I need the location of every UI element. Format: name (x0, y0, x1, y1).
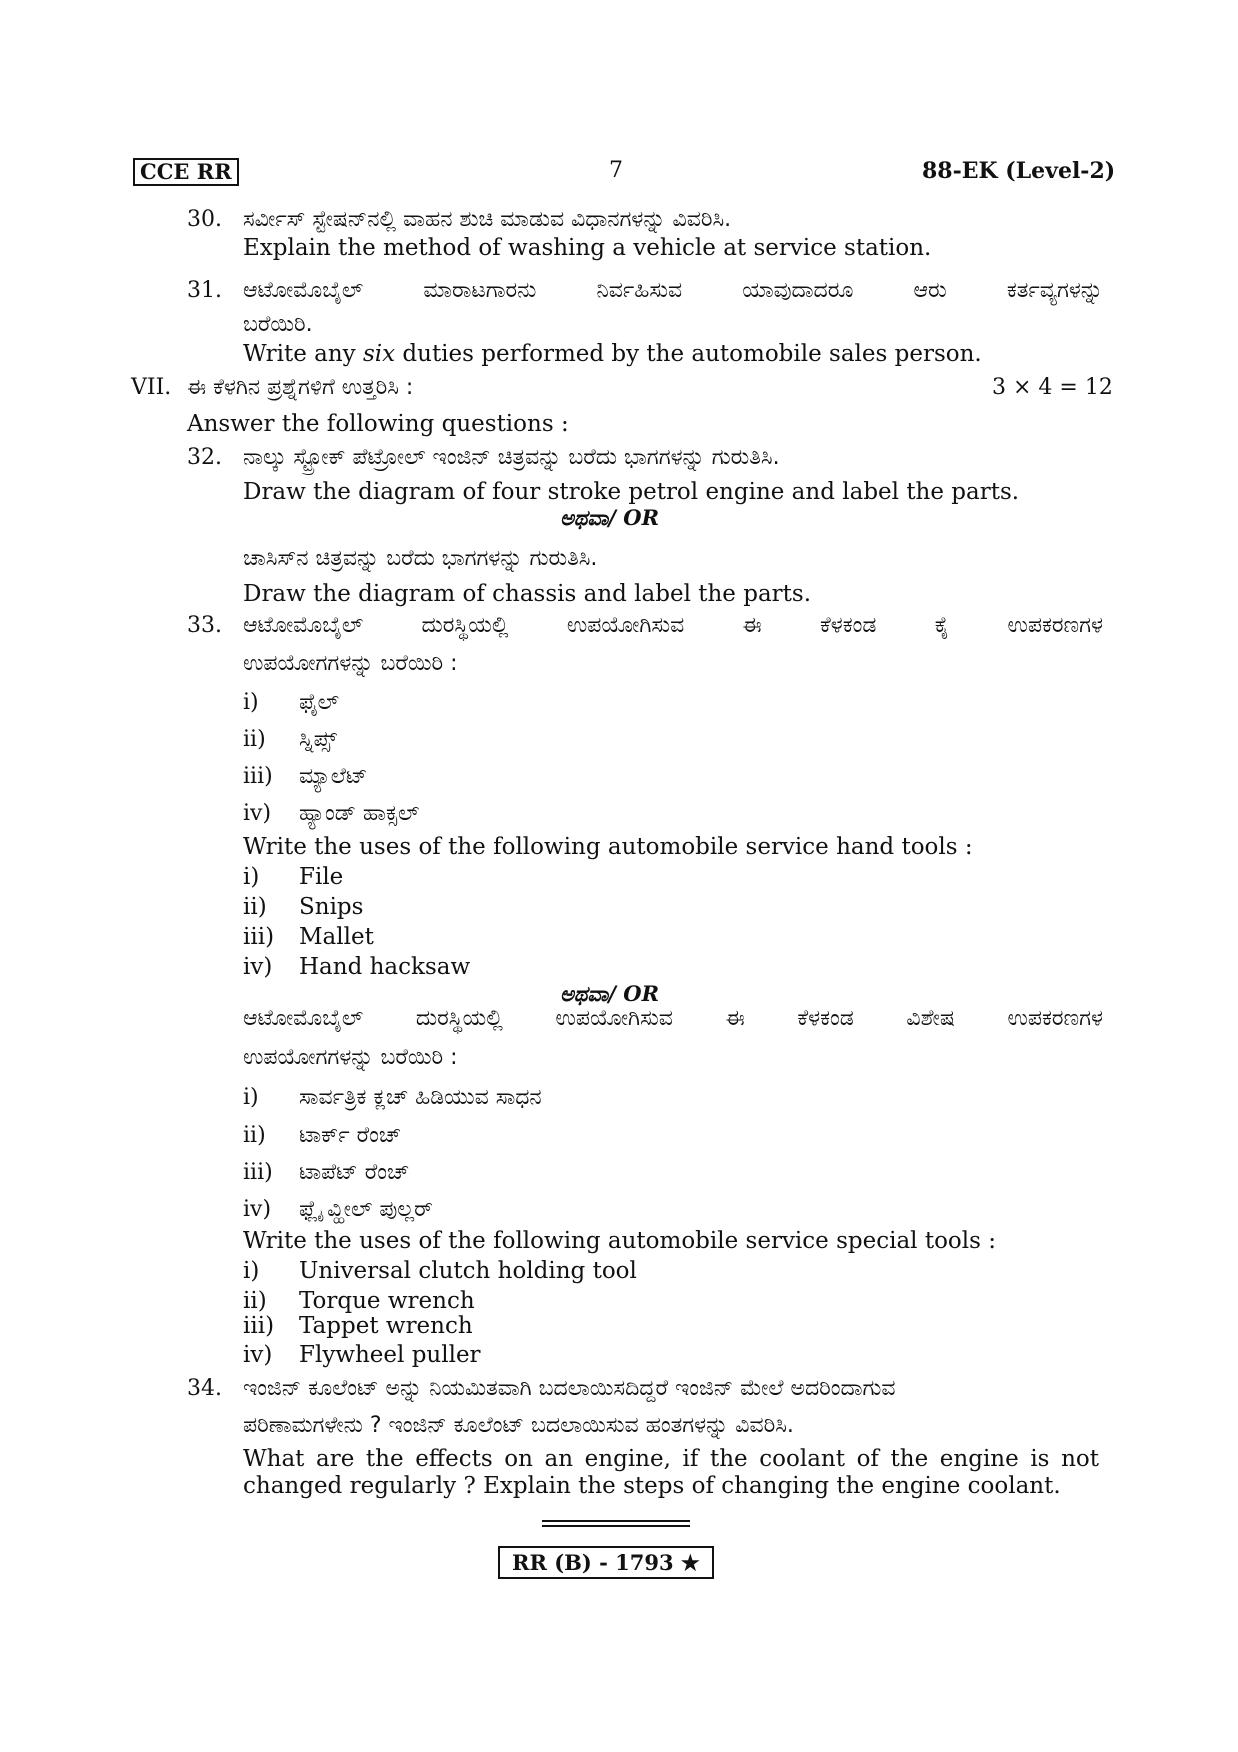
q33-alt-kn-item-num: i) (243, 1085, 259, 1110)
q33-kn-item-num: iv) (243, 801, 272, 826)
q33-kn-item: ಮ್ಯಾಲೆಟ್ (299, 764, 368, 789)
q30-number: 30. (187, 207, 222, 232)
q33-alt-en-item: Tappet wrench (299, 1313, 473, 1339)
q33-or-label: ಅಥವಾ/ OR (560, 981, 660, 1006)
page-number: 7 (609, 158, 623, 183)
q33-alt-kn-item-num: iii) (243, 1160, 273, 1185)
q33-alt-kn-item: ಟಾರ್ಕ್ ರೆಂಚ್ (299, 1123, 402, 1148)
q33-alt-en-item-num: iv) (243, 1342, 273, 1368)
q33-kannada-line1: ಆಟೋಮೊಬೈಲ್ ದುರಸ್ಥಿಯಲ್ಲಿ ಉಪಯೋಗಿಸುವ ಈ ಕೆಳಕಂಡ ಕೈ ಉಪಕರಣಗಳ (243, 613, 1103, 638)
q33-alt-en-item: Universal clutch holding tool (299, 1258, 637, 1284)
q33-alt-kannada-line1: ಆಟೋಮೊಬೈಲ್ ದುರಸ್ಥಿಯಲ್ಲಿ ಉಪಯೋಗಿಸುವ ಈ ಕೆಳಕಂಡ ವಿಶೇಷ ಉಪಕರಣಗಳ (243, 1006, 1103, 1031)
q33-en-item-num: iv) (243, 954, 273, 980)
section-english: Answer the following questions : (187, 411, 569, 437)
q32-alt-kannada: ಚಾಸಿಸ್‌ನ ಚಿತ್ರವನ್ನು ಬರೆದು ಭಾಗಗಳನ್ನು ಗುರುತಿಸಿ. (243, 546, 598, 571)
q31-english: Write any six duties performed by the automobile sales person. (243, 341, 982, 367)
end-rule-bottom (542, 1525, 690, 1527)
section-kannada: ಈ ಕೆಳಗಿನ ಪ್ರಶ್ನೆಗಳಿಗೆ ಉತ್ತರಿಸಿ : (187, 375, 414, 400)
q33-alt-en-item: Flywheel puller (299, 1342, 481, 1368)
q33-alt-en-item-num: i) (243, 1258, 260, 1284)
q33-alt-kannada-line2: ಉಪಯೋಗಗಳನ್ನು ಬರೆಯಿರಿ : (243, 1045, 458, 1070)
q33-kannada-line2: ಉಪಯೋಗಗಳನ್ನು ಬರೆಯಿರಿ : (243, 651, 458, 676)
q33-alt-en-item: Torque wrench (299, 1288, 475, 1314)
q33-en-item: Mallet (299, 924, 374, 950)
q33-kn-item-num: i) (243, 690, 259, 715)
q33-kn-item: ಫೈಲ್ (299, 690, 340, 715)
q33-kn-item-num: ii) (243, 727, 266, 752)
q34-english-line2: changed regularly ? Explain the steps of changing the engine coolant. (243, 1473, 1061, 1499)
q32-alt-english: Draw the diagram of chassis and label the parts. (243, 581, 812, 607)
q33-english: Write the uses of the following automobile service hand tools : (243, 834, 973, 860)
q34-number: 34. (187, 1376, 222, 1401)
section-marks: 3 × 4 = 12 (992, 375, 1113, 400)
q30-english: Explain the method of washing a vehicle at service station. (243, 235, 932, 261)
header-box: CCE RR (133, 158, 239, 186)
footer-code-box: RR (B) - 1793 ★ (498, 1546, 714, 1579)
q33-alt-en-item-num: iii) (243, 1313, 275, 1339)
q33-en-item-num: iii) (243, 924, 275, 950)
q32-kannada: ನಾಲ್ಕು ಸ್ಟ್ರೋಕ್ ಪೆಟ್ರೋಲ್ ಇಂಜಿನ್ ಚಿತ್ರವನ್ನು ಬರೆದು ಭಾಗಗಳನ್ನು ಗುರುತಿಸಿ. (243, 445, 780, 470)
q32-number: 32. (187, 445, 222, 470)
q33-kn-item-num: iii) (243, 764, 273, 789)
q33-alt-kn-item: ಟಾಪೆಟ್ ರೆಂಚ್ (299, 1160, 410, 1185)
q33-en-item-num: ii) (243, 894, 267, 920)
q33-alt-english: Write the uses of the following automobile service special tools : (243, 1228, 997, 1254)
q33-en-item: File (299, 864, 344, 890)
q33-alt-kn-item: ಸಾರ್ವತ್ರಿಕ ಕ್ಲಚ್ ಹಿಡಿಯುವ ಸಾಧನ (299, 1085, 542, 1110)
section-numeral: VII. (131, 375, 172, 400)
q33-alt-kn-item: ಫ್ಲೈ ವ್ಹೀಲ್ ಪುಲ್ಲರ್ (299, 1197, 433, 1222)
q34-kannada-line2: ಪರಿಣಾಮಗಳೇನು ? ಇಂಜಿನ್ ಕೂಲೆಂಟ್ ಬದಲಾಯಿಸುವ ಹಂತಗಳನ್ನು ವಿವರಿಸಿ. (243, 1413, 794, 1438)
q33-alt-en-item-num: ii) (243, 1288, 267, 1314)
q33-number: 33. (187, 613, 222, 638)
q34-kannada-line1: ಇಂಜಿನ್ ಕೂಲೆಂಟ್ ಅನ್ನು ನಿಯಮಿತವಾಗಿ ಬದಲಾಯಿಸದಿದ್ದರೆ ಇಂಜಿನ್ ಮೇಲೆ ಅದರಿಂದಾಗುವ (243, 1376, 896, 1401)
q33-en-item: Hand hacksaw (299, 954, 471, 980)
q31-kannada-line2: ಬರೆಯಿರಿ. (243, 312, 313, 337)
q33-kn-item: ಸ್ನಿಪ್ಸ್ (299, 727, 337, 752)
q32-english: Draw the diagram of four stroke petrol engine and label the parts. (243, 479, 1020, 505)
q31-kannada-line1: ಆಟೋಮೊಬೈಲ್ ಮಾರಾಟಗಾರನು ನಿರ್ವಹಿಸುವ ಯಾವುದಾದರೂ ಆರು ಕರ್ತವ್ಯಗಳನ್ನು (243, 278, 1103, 303)
q31-number: 31. (187, 278, 222, 303)
paper-code: 88-EK (Level-2) (922, 158, 1116, 184)
q30-kannada: ಸರ್ವೀಸ್ ಸ್ಟೇಷನ್‌ನಲ್ಲಿ ವಾಹನ ಶುಚಿ ಮಾಡುವ ವಿಧಾನಗಳನ್ನು ವಿವರಿಸಿ. (243, 207, 732, 232)
q33-alt-kn-item-num: iv) (243, 1197, 272, 1222)
q33-en-item: Snips (299, 894, 364, 920)
q33-kn-item: ಹ್ಯಾಂಡ್ ಹಾಕ್ಸಲ್ (299, 801, 420, 826)
end-rule-top (542, 1520, 690, 1522)
q32-or-label: ಅಥವಾ/ OR (560, 505, 660, 530)
q33-alt-kn-item-num: ii) (243, 1123, 266, 1148)
q34-english-line1: What are the effects on an engine, if the coolant of the engine is not (243, 1446, 1099, 1472)
q33-en-item-num: i) (243, 864, 260, 890)
